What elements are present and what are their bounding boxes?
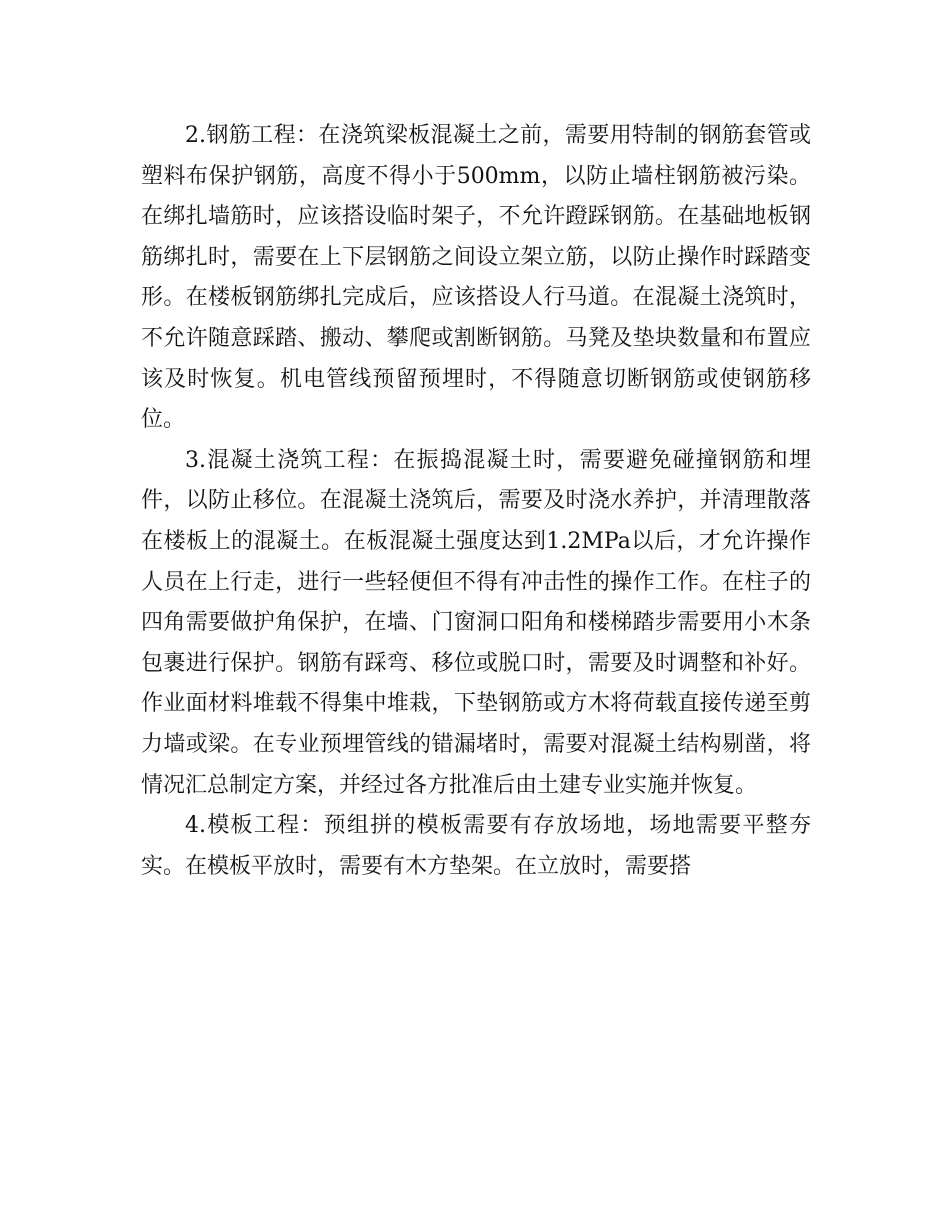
paragraph-concrete-pouring: 3.混凝土浇筑工程：在振捣混凝土时，需要避免碰撞钢筋和埋件，以防止移位。在混凝土浇筑后，需要及时浇水养护，并清理散落在楼板上的混凝土。在板混凝土强度达到1.2MPa以后，才允许操作人员在上行走，进行一些轻便但不得有冲击性的操作工作。在柱子的四角需要做护角保护，在墙、门窗洞口阳角和楼梯踏步需要用小木条包裹进行保护。钢筋有踩弯、移位或脱口时，需要及时调整和补好。作业面材料堆载不得集中堆栽，下垫钢筋或方木将荷载直接传递至剪力墙或梁。在专业预埋管线的错漏堵时，需要对混凝土结构剔凿，将情况汇总制定方案，并经过各方批准后由土建专业实施并恢复。	[141, 447, 811, 798]
document-body	[141, 116, 811, 887]
paragraph-formwork-engineering: 4.模板工程：预组拼的模板需要有存放场地，场地需要平整夯实。在模板平放时，需要有木方垫架。在立放时，需要搭	[141, 813, 811, 879]
paragraph-rebar-engineering: 2.钢筋工程：在浇筑梁板混凝土之前，需要用特制的钢筋套管或塑料布保护钢筋，高度不得小于500mm，以防止墙柱钢筋被污染。在绑扎墙筋时，应该搭设临时架子，不允许蹬踩钢筋。在基础地板钢筋绑扎时，需要在上下层钢筋之间设立架立筋，以防止操作时踩踏变形。在楼板钢筋绑扎完成后，应该搭设人行马道。在混凝土浇筑时，不允许随意踩踏、搬动、攀爬或割断钢筋。马凳及垫块数量和布置应该及时恢复。机电管线预留预埋时，不得随意切断钢筋或使钢筋移位。	[141, 123, 811, 433]
